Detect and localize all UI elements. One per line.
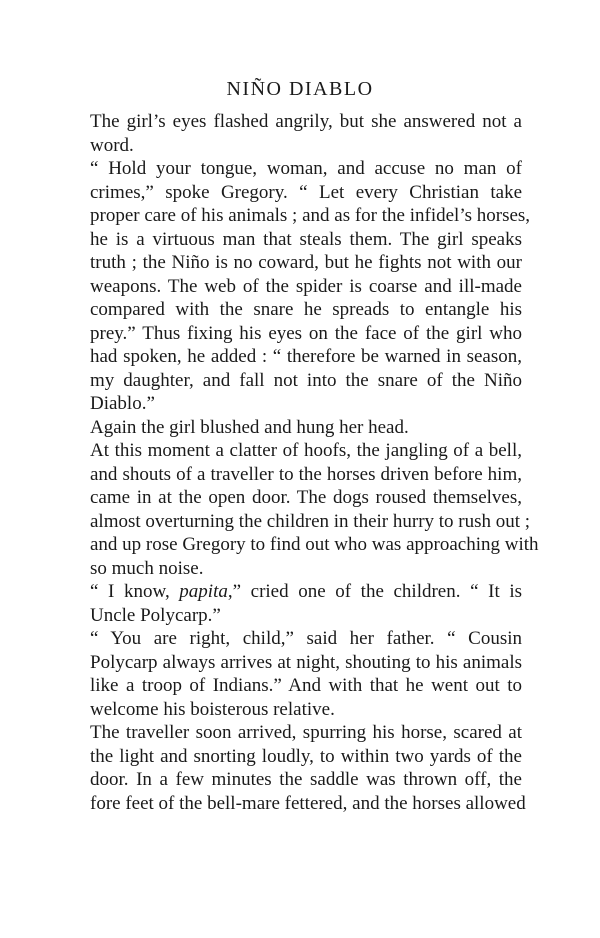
- text-line: prey.” Thus fixing his eyes on the face of the girl who: [90, 322, 522, 344]
- paragraph-4: [90, 439, 539, 580]
- text-line: welcome his boisterous relative.: [90, 698, 335, 720]
- paragraph-1: [90, 110, 522, 157]
- text-line: he is a virtuous man that steals them. The girl speaks: [90, 228, 522, 250]
- text-line: and up rose Gregory to find out who was approaching with: [90, 534, 539, 555]
- text-line: The girl’s eyes flashed angrily, but she answered not a: [90, 111, 522, 132]
- text-line: Uncle Polycarp.”: [90, 604, 221, 626]
- text-line: like a troop of Indians.” And with that he went out to: [90, 675, 522, 696]
- text-line: compared with the snare he spreads to entangle his: [90, 299, 522, 320]
- text-line: had spoken, he added : “ therefore be warned in season,: [90, 346, 522, 367]
- text-line: crimes,” spoke Gregory. “ Let every Christian take: [90, 181, 522, 203]
- text-line: the light and snorting loudly, to within two yards of the: [90, 745, 522, 767]
- text-line: weapons. The web of the spider is coarse and ill-made: [90, 275, 522, 297]
- running-head: NIÑO DIABLO: [226, 78, 374, 100]
- body-text: [90, 110, 539, 815]
- text-line: my daughter, and fall not into the snare of the Niño: [90, 369, 522, 391]
- text-line: fore feet of the bell-mare fettered, and the horses allowed: [90, 792, 526, 814]
- paragraph-6: [90, 627, 522, 721]
- paragraph-7: [90, 721, 526, 815]
- paragraph-3: [90, 416, 522, 440]
- text-line: Polycarp always arrives at night, shouting to his animals: [90, 651, 522, 673]
- text-line-with-italic: “ I know, papita,” cried one of the children. “ It is: [90, 581, 522, 602]
- text-line: proper care of his animals ; and as for the infidel’s horses,: [90, 205, 531, 226]
- text-line: so much noise.: [90, 557, 204, 579]
- text-line: truth ; the Niño is no coward, but he fights not with our: [90, 252, 522, 273]
- text-line: came in at the open door. The dogs roused themselves,: [90, 487, 522, 508]
- text-line: door. In a few minutes the saddle was thrown off, the: [90, 769, 522, 790]
- text-line: “ Hold your tongue, woman, and accuse no man of: [90, 158, 522, 179]
- text-line: At this moment a clatter of hoofs, the jangling of a bell,: [90, 440, 522, 461]
- text-line: word.: [90, 134, 134, 156]
- text-line: “ You are right, child,” said her father. “ Cousin: [90, 628, 522, 649]
- text-line: Diablo.”: [90, 393, 155, 414]
- text-line: almost overturning the children in their hurry to rush out ;: [90, 510, 531, 532]
- italic-word: papita: [179, 581, 228, 602]
- paragraph-2: [90, 157, 531, 416]
- text-line: and shouts of a traveller to the horses driven before him,: [90, 463, 522, 485]
- text-line: Again the girl blushed and hung her head.: [90, 416, 409, 438]
- paragraph-5: [90, 580, 522, 627]
- text-line: The traveller soon arrived, spurring his horse, scared at: [90, 722, 522, 743]
